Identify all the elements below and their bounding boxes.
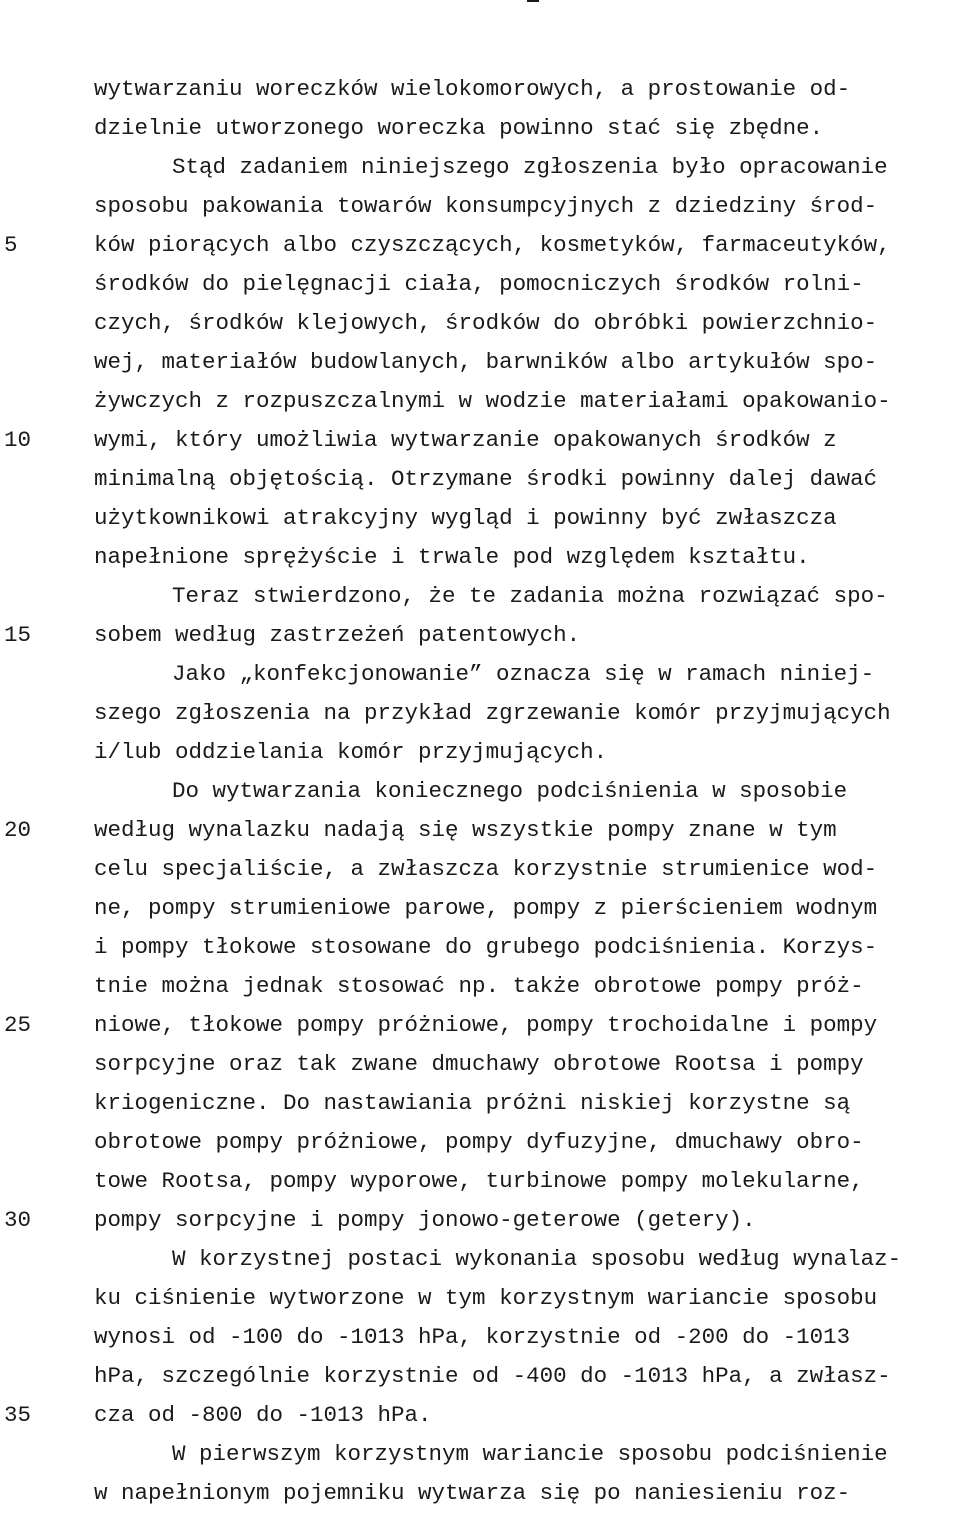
- text-line: celu specjaliście, a zwłaszcza korzystnie strumienice wod-: [94, 856, 878, 882]
- text-line: ne, pompy strumieniowe parowe, pompy z pierścieniem wodnym: [94, 895, 878, 921]
- line-number: 35: [4, 1402, 32, 1428]
- text-line: użytkownikowi atrakcyjny wygląd i powinny być zwłaszcza: [94, 505, 837, 531]
- text-line: niowe, tłokowe pompy próżniowe, pompy trochoidalne i pompy: [94, 1012, 878, 1038]
- text-line: tnie można jednak stosować np. także obrotowe pompy próż-: [94, 973, 864, 999]
- text-line: ków piorących albo czyszczących, kosmetyków, farmaceutyków,: [94, 232, 891, 258]
- text-line: cza od -800 do -1013 hPa.: [94, 1402, 432, 1428]
- text-line: hPa, szczególnie korzystnie od -400 do -1013 hPa, a zwłasz-: [94, 1363, 891, 1389]
- text-line: napełnione sprężyście i trwale pod względem kształtu.: [94, 544, 810, 570]
- text-line: towe Rootsa, pompy wyporowe, turbinowe pompy molekularne,: [94, 1168, 864, 1194]
- line-number: 15: [4, 622, 32, 648]
- line-number: 20: [4, 817, 32, 843]
- paragraph-start-line: Stąd zadaniem niniejszego zgłoszenia było opracowanie: [172, 154, 888, 180]
- text-line: dzielnie utworzonego woreczka powinno stać się zbędne.: [94, 115, 824, 141]
- paragraph-start-line: Teraz stwierdzono, że te zadania można rozwiązać spo-: [172, 583, 888, 609]
- text-line: pompy sorpcyjne i pompy jonowo-geterowe (getery).: [94, 1207, 756, 1233]
- text-line: w napełnionym pojemniku wytwarza się po naniesieniu roz-: [94, 1480, 851, 1506]
- paragraph-start-line: Jako „konfekcjonowanie” oznacza się w ramach niniej-: [172, 661, 875, 687]
- text-line: sorpcyjne oraz tak zwane dmuchawy obrotowe Rootsa i pompy: [94, 1051, 864, 1077]
- text-line: i/lub oddzielania komór przyjmujących.: [94, 739, 608, 765]
- text-line: według wynalazku nadają się wszystkie pompy znane w tym: [94, 817, 837, 843]
- paragraph-start-line: Do wytwarzania koniecznego podciśnienia w sposobie: [172, 778, 848, 804]
- page-top-mark: [527, 0, 539, 2]
- text-line: obrotowe pompy próżniowe, pompy dyfuzyjne, dmuchawy obro-: [94, 1129, 864, 1155]
- text-line: sobem według zastrzeżeń patentowych.: [94, 622, 581, 648]
- text-line: żywczych z rozpuszczalnymi w wodzie materiałami opakowanio-: [94, 388, 891, 414]
- text-line: szego zgłoszenia na przykład zgrzewanie komór przyjmujących: [94, 700, 891, 726]
- paragraph-start-line: W korzystnej postaci wykonania sposobu według wynalaz-: [172, 1246, 902, 1272]
- line-number: 5: [4, 232, 18, 258]
- line-number: 25: [4, 1012, 32, 1038]
- text-line: czych, środków klejowych, środków do obróbki powierzchnio-: [94, 310, 878, 336]
- paragraph-start-line: W pierwszym korzystnym wariancie sposobu podciśnienie: [172, 1441, 888, 1467]
- line-number: 10: [4, 427, 32, 453]
- text-line: wymi, który umożliwia wytwarzanie opakowanych środków z: [94, 427, 837, 453]
- text-line: i pompy tłokowe stosowane do grubego podciśnienia. Korzys-: [94, 934, 878, 960]
- text-line: kriogeniczne. Do nastawiania próżni niskiej korzystne są: [94, 1090, 851, 1116]
- text-line: ku ciśnienie wytworzone w tym korzystnym wariancie sposobu: [94, 1285, 878, 1311]
- text-line: wynosi od -100 do -1013 hPa, korzystnie od -200 do -1013: [94, 1324, 851, 1350]
- line-number: 30: [4, 1207, 32, 1233]
- text-line: sposobu pakowania towarów konsumpcyjnych z dziedziny środ-: [94, 193, 878, 219]
- text-line: minimalną objętością. Otrzymane środki powinny dalej dawać: [94, 466, 878, 492]
- text-line: wej, materiałów budowlanych, barwników albo artykułów spo-: [94, 349, 878, 375]
- text-line: środków do pielęgnacji ciała, pomocniczych środków rolni-: [94, 271, 864, 297]
- text-line: wytwarzaniu woreczków wielokomorowych, a prostowanie od-: [94, 76, 851, 102]
